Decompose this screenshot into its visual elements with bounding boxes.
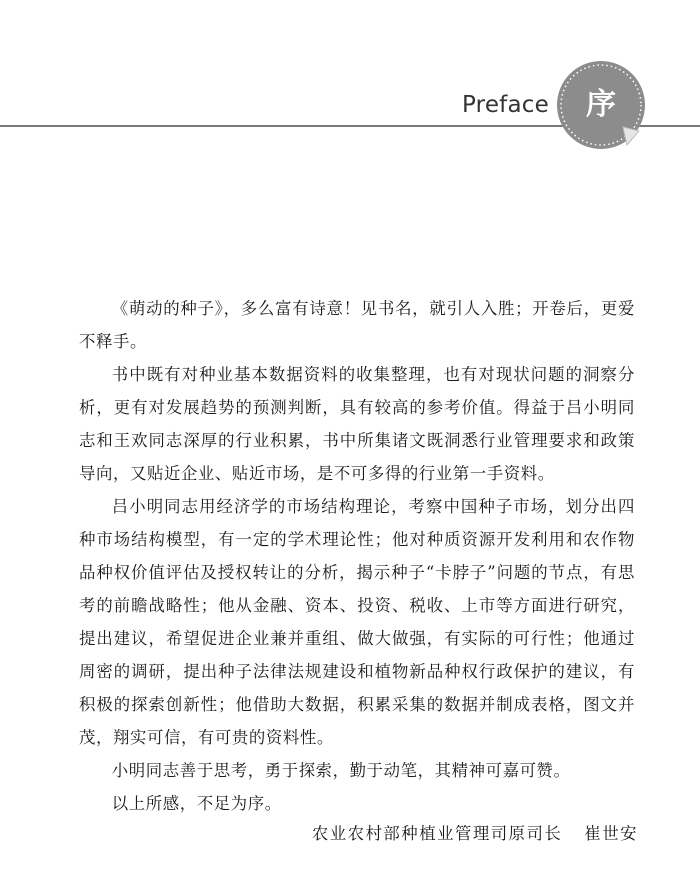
paragraph: 《萌动的种子》，多么富有诗意！见书名，就引人入胜；开卷后，更爱不释手。 (79, 299, 635, 351)
paragraph: 吕小明同志用经济学的市场结构理论，考察中国种子市场，划分出四种市场结构模型，有一定的学术理论性；他对种质资源开发利用和农作物品种权价值评估及授权转让的分析，揭示种子“卡脖子”问题的节点，有思考的前瞻战略性；他从金融、资本、投资、税收、上市等方面进行研究，提出建议，希望促进企业兼并重组、做大做强，有实际的可行性；他通过周密的调研，提出种子法律法规建设和植物新品种权行政保护的建议，有积极的探索创新性；他借助大数据，积累采集的数据并制成表格，图文并茂，翔实可信，有可贵的资料性。 (79, 497, 635, 747)
preface-heading: Preface (462, 92, 549, 118)
paragraph: 书中既有对种业基本数据资料的收集整理，也有对现状问题的洞察分析，更有对发展趋势的预测判断，具有较高的参考价值。得益于吕小明同志和王欢同志深厚的行业积累，书中所集诸文既洞悉行业管理要求和政策导向，又贴近企业、贴近市场，是不可多得的行业第一手资料。 (79, 365, 635, 483)
badge-character: 序 (586, 87, 616, 122)
signature-title: 农业农村部种植业管理司原司长 (311, 824, 563, 843)
paragraph: 小明同志善于思考，勇于探索，勤于动笔，其精神可嘉可赞。 (111, 761, 571, 780)
signature-line (312, 820, 638, 844)
paragraph: 以上所感，不足为序。 (111, 794, 282, 813)
preface-badge (553, 57, 649, 153)
preface-body (79, 292, 635, 820)
signature-name: 崔世安 (584, 824, 638, 843)
